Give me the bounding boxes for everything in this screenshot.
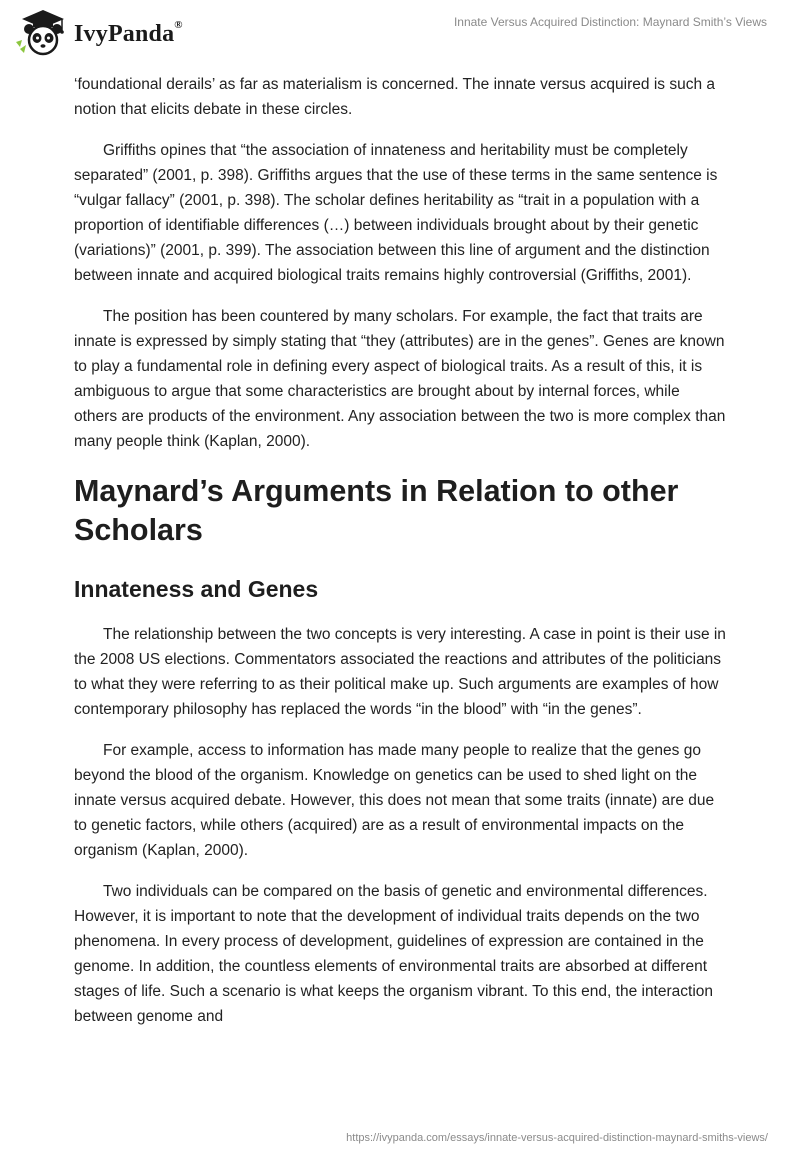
paragraph: For example, access to information has made many people to realize that the genes go beyond the blood of the organism. Knowledge on genetics can be used to shed light on the innate versus acquired debate. However, this does not mean that some traits (innate) are due to genetic factors, while others (acquired) are as a result of environmental impacts on the organism (Kaplan, 2000). <box>74 742 715 859</box>
paragraph: Two individuals can be compared on the basis of genetic and environmental differences. However, it is important to note that the development of individual traits depends on the two phenomena. In every process of development, guidelines of expression are contained in the genome. In addition, the countless elements of environmental traits are absorbed at different stages of life. Such a scenario is what keeps the organism vibrant. To this end, the interaction between genome and <box>74 883 714 1025</box>
panda-graduate-icon <box>14 9 72 59</box>
brand-name: IvyPanda® <box>74 18 183 47</box>
paragraph: The relationship between the two concepts is very interesting. A case in point is their use in the 2008 US elections. Commentators associated the reactions and attributes of the politicians to what they were referring to as their political make up. Such arguments are examples of how contemporary philosophy has replaced the words “in the blood” with “in the genes”. <box>74 626 726 718</box>
subsection-heading: Innateness and Genes <box>74 576 319 602</box>
document-title: Innate Versus Acquired Distinction: Maynard Smith’s Views <box>453 15 767 29</box>
ivypanda-logo[interactable] <box>14 9 183 59</box>
page-header <box>0 0 800 70</box>
paragraph: The position has been countered by many scholars. For example, the fact that traits are innate is expressed by simply stating that “they (attributes) are in the genes”. Genes are known to play a fundamental role in defining every aspect of biological traits. As a result of this, it is ambiguous to argue that some characteristics are brought about by internal forces, while others are products of the environment. Any association between the two is more complex than many people think (Kaplan, 2000). <box>74 308 726 450</box>
section-heading: Maynard’s Arguments in Relation to other Scholars <box>74 474 679 547</box>
paragraph-continuation: ‘foundational derails’ as far as materialism is concerned. The innate versus acquired is such a notion that elicits debate in these circles. <box>74 76 715 118</box>
registered-mark: ® <box>174 18 183 31</box>
essay-content <box>74 72 726 1045</box>
source-url[interactable]: https://ivypanda.com/essays/innate-versus-acquired-distinction-maynard-smiths-views/ <box>346 1132 768 1144</box>
paragraph: Griffiths opines that “the association of innateness and heritability must be completely separated” (2001, p. 398). Griffiths argues that the use of these terms in the same sentence is “vulgar fallacy” (2001, p. 398). The scholar defines heritability as “trait in a population with a proportion of identifiable differences (…) between individuals brought about by their genetic (variations)” (2001, p. 399). The association between this line of argument and the distinction between innate and acquired biological traits remains highly controversial (Griffiths, 2001). <box>74 142 718 284</box>
